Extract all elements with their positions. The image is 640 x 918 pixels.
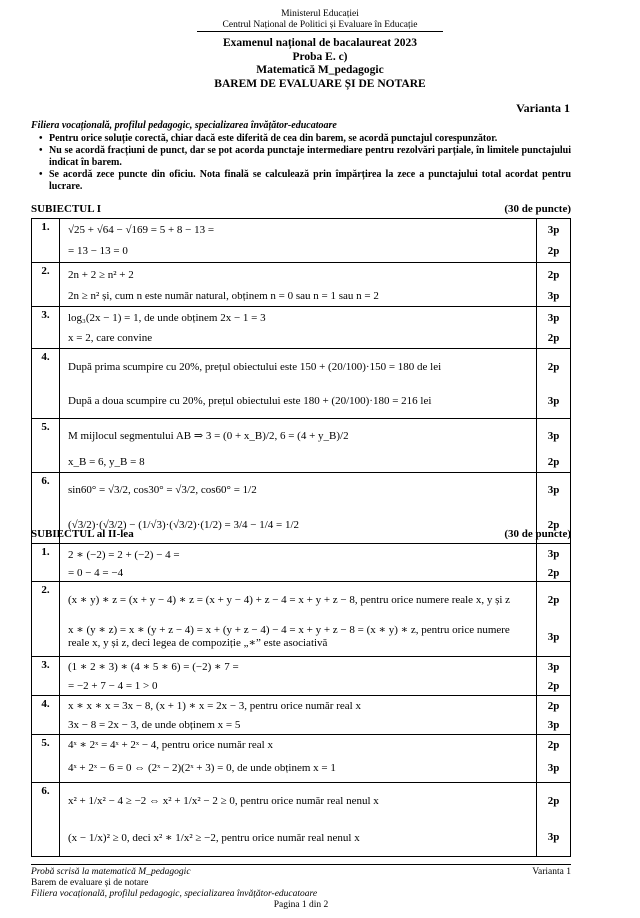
item-row: [32, 544, 571, 582]
exam-title: Examenul național de bacalaureat 2023: [222, 37, 418, 49]
header-divider: [197, 31, 443, 32]
item-solution: [60, 307, 537, 349]
item-points: [537, 219, 571, 263]
item-number: 2.: [32, 263, 60, 307]
item-number: 5.: [32, 735, 60, 783]
item-points: [537, 582, 571, 657]
item-row: [32, 696, 571, 735]
step-points: 2p: [547, 245, 560, 257]
solution-step: sin60° = √3/2, cos30° = √3/2, cos60° = 1/2: [68, 484, 257, 496]
item-row: [32, 349, 571, 419]
item-solution: [60, 735, 537, 783]
item-number: 1.: [32, 219, 60, 263]
item-solution: [60, 349, 537, 419]
item-solution: [60, 783, 537, 857]
footer-divider: [31, 864, 571, 865]
subject2-heading: [31, 528, 571, 540]
subject1-points: (30 de puncte): [504, 203, 571, 215]
solution-step: (x ∗ y) ∗ z = (x + y − 4) ∗ z = (x + y − 4) + z − 4 = x + y + z − 8, pentru orice numere reale x, y și z: [68, 593, 511, 606]
subject-title: Matematică M_pedagogic: [256, 64, 384, 76]
step-points: 3p: [547, 429, 560, 442]
solution-step: (x − 1/x)² ≥ 0, deci x² ∗ 1/x² ≥ −2, pentru orice număr real nenul x: [68, 831, 360, 844]
solution-step: = −2 + 7 − 4 = 1 > 0: [68, 679, 158, 692]
solution-step: x = 2, care convine: [68, 332, 153, 344]
subject2-title: SUBIECTUL al II-lea: [31, 528, 134, 540]
solution-step: √25 + √64 − √169 = 5 + 8 − 13 =: [68, 223, 215, 236]
step-points: 3p: [547, 395, 560, 407]
step-points: 2p: [547, 268, 560, 281]
item-row: [32, 657, 571, 696]
center-name: Centrul Național de Politici și Evaluare în Educație: [222, 20, 418, 30]
item-points: [537, 735, 571, 783]
step-points: 2p: [547, 794, 560, 807]
barem-title: BAREM DE EVALUARE ȘI DE NOTARE: [214, 77, 426, 90]
solution-step: (√3/2)·(√3/2) − (1/√3)·(√3/2)·(1/2) = 3/4 − 1/4 = 1/2: [68, 519, 300, 531]
item-solution: [60, 263, 537, 307]
page-number: Pagina 1 din 2: [273, 900, 329, 910]
item-points: [537, 544, 571, 582]
step-points: 2p: [547, 594, 560, 606]
step-points: 2p: [547, 679, 560, 692]
note-item: • Nu se acordă fracțiuni de punct, dar se pot acorda punctaje intermediare pentru rezolvări parțiale, în limitele punctajului indicat în barem.: [39, 145, 571, 168]
item-row: [32, 307, 571, 349]
item-solution: [60, 582, 537, 657]
step-points: 3p: [547, 223, 560, 236]
item-number: 6.: [32, 783, 60, 857]
step-points: 2p: [547, 360, 560, 373]
solution-step: 3x − 8 = 2x − 3, de unde obținem x = 5: [68, 718, 241, 731]
subject2-points: (30 de puncte): [504, 528, 571, 540]
item-number: 3.: [32, 307, 60, 349]
solution-step: 2n ≥ n² și, cum n este număr natural, obținem n = 0 sau n = 1 sau n = 2: [68, 290, 379, 302]
footer-specialization: Filiera vocațională, profilul pedagogic, specializarea învățător-educatoare: [31, 889, 318, 899]
item-row: [32, 419, 571, 473]
item-points: [537, 657, 571, 696]
step-points: 3p: [547, 660, 560, 673]
note-item: • Pentru orice soluție corectă, chiar dacă este diferită de cea din barem, se acordă punctajul corespunzător.: [39, 133, 498, 144]
step-points: 2p: [547, 738, 560, 751]
step-points: 2p: [547, 456, 560, 468]
note-item: • Se acordă zece puncte din oficiu. Nota finală se calculează prin împărțirea la zece a punctajului total acordat pentru lucrare.: [39, 169, 571, 192]
solution-step: După prima scumpire cu 20%, prețul obiectului este 150 + (20/100)·150 = 180 de lei: [68, 360, 442, 373]
general-notes: [31, 120, 571, 193]
subject1-title: SUBIECTUL I: [31, 203, 102, 215]
item-points: [537, 696, 571, 735]
item-solution: [60, 696, 537, 735]
page-footer: [31, 864, 571, 911]
solution-step: x_B = 6, y_B = 8: [68, 456, 145, 468]
item-points: [537, 307, 571, 349]
proba-title: Proba E. c): [292, 50, 348, 63]
item-number: 4.: [32, 696, 60, 735]
step-points: 3p: [547, 548, 560, 560]
solution-step: x ∗ (y ∗ z) = x ∗ (y + z − 4) = x + (y + z − 4) − 4 = x + y + z − 8 = (x ∗ y) ∗ z, pentru orice numere reale x, y și z, deci legea de compoziție „∗” este asociativă: [68, 624, 510, 649]
item-points: [537, 783, 571, 857]
item-solution: [60, 419, 537, 473]
solution-step: = 13 − 13 = 0: [68, 245, 128, 257]
solution-step: M mijlocul segmentului AB ⇒ 3 = (0 + x_B)/2, 6 = (4 + y_B)/2: [68, 430, 349, 442]
step-points: 3p: [547, 631, 560, 643]
subject1-heading: [31, 203, 571, 215]
footer-exam: Probă scrisă la matematică M_pedagogic: [31, 867, 191, 877]
subject1-table: [31, 218, 571, 544]
item-number: 6.: [32, 473, 60, 544]
item-row: [32, 263, 571, 307]
step-points: 3p: [547, 831, 560, 843]
solution-step: 2 ∗ (−2) = 2 + (−2) − 4 =: [68, 548, 180, 561]
item-solution: [60, 219, 537, 263]
header-top: [0, 9, 640, 31]
step-points: 3p: [547, 311, 560, 324]
solution-step: = 0 − 4 = −4: [68, 566, 124, 579]
solution-step: După a doua scumpire cu 20%, prețul obiectului este 180 + (20/100)·180 = 216 lei: [68, 395, 432, 407]
item-solution: [60, 657, 537, 696]
item-row: [32, 735, 571, 783]
subject2-table: [31, 543, 571, 857]
item-number: 5.: [32, 419, 60, 473]
item-points: [537, 263, 571, 307]
notes-intro: Filiera vocațională, profilul pedagogic, specializarea învățător-educatoare: [31, 120, 337, 131]
ministry-name: Ministerul Educației: [281, 9, 359, 19]
solution-step: log₃(2x − 1) = 1, de unde obținem 2x − 1 = 3: [68, 311, 266, 324]
step-points: 2p: [547, 519, 560, 531]
step-points: 3p: [547, 718, 560, 731]
item-solution: [60, 544, 537, 582]
solution-step: 4ˣ ∗ 2ˣ = 4ˣ + 2ˣ − 4, pentru orice număr real x: [68, 739, 273, 751]
solution-step: x ∗ x ∗ x = 3x − 8, (x + 1) ∗ x = 2x − 3, pentru orice număr real x: [68, 700, 361, 712]
item-number: 2.: [32, 582, 60, 657]
item-number: 4.: [32, 349, 60, 419]
item-number: 1.: [32, 544, 60, 582]
solution-step: (1 ∗ 2 ∗ 3) ∗ (4 ∗ 5 ∗ 6) = (−2) ∗ 7 =: [68, 661, 239, 673]
solution-step: x² + 1/x² − 4 ≥ −2 ⇔ x² + 1/x² − 2 ≥ 0, pentru orice număr real nenul x: [68, 794, 379, 807]
item-number: 3.: [32, 657, 60, 696]
variant-label: Varianta 1: [516, 101, 570, 115]
footer-barem: Barem de evaluare și de notare: [31, 878, 149, 888]
item-row: [32, 783, 571, 857]
footer-variant: Varianta 1: [532, 867, 571, 877]
step-points: 3p: [547, 290, 560, 302]
item-row: [32, 582, 571, 657]
step-points: 2p: [547, 566, 560, 579]
item-points: [537, 419, 571, 473]
header-main: [0, 37, 640, 91]
item-row: [32, 219, 571, 263]
step-points: 2p: [547, 699, 560, 712]
step-points: 3p: [547, 484, 560, 496]
item-points: [537, 349, 571, 419]
step-points: 2p: [547, 332, 560, 344]
step-points: 3p: [547, 762, 560, 774]
solution-step: 4ˣ + 2ˣ − 6 = 0 ⇔ (2ˣ − 2)(2ˣ + 3) = 0, de unde obținem x = 1: [68, 762, 336, 774]
solution-step: 2n + 2 ≥ n² + 2: [68, 268, 134, 281]
